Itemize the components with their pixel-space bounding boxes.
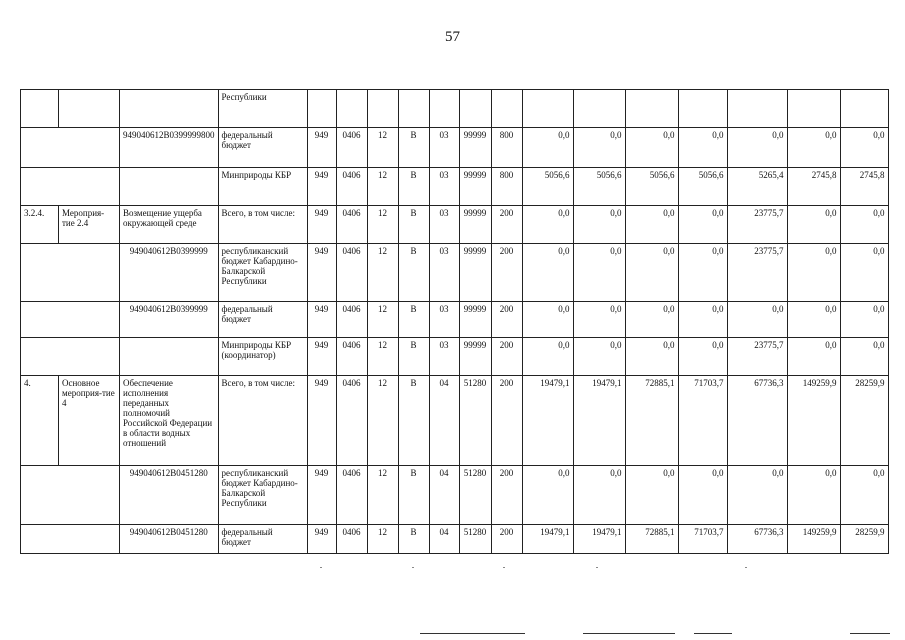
table-row [21, 90, 889, 128]
cell-v7: 0,0 [840, 244, 888, 302]
cell-cs1: В [398, 302, 429, 338]
cell-v5: 67736,3 [727, 376, 787, 466]
cell-v6: 2745,8 [787, 168, 840, 206]
table-row [21, 525, 889, 554]
cell-pr: 12 [367, 466, 398, 525]
cell-v5: 0,0 [727, 302, 787, 338]
cell-cs1: В [398, 206, 429, 244]
cell-grbs: 949 [307, 206, 336, 244]
cell-v1: 5056,6 [522, 168, 573, 206]
cell-num [21, 302, 120, 338]
cell-v7: 0,0 [840, 466, 888, 525]
cell-grbs: 949 [307, 168, 336, 206]
cell-vr: 200 [491, 244, 522, 302]
cell-v5: 5265,4 [727, 168, 787, 206]
cell-cs1: В [398, 168, 429, 206]
cell-v2: 0,0 [573, 302, 625, 338]
cell-num [21, 244, 120, 302]
scan-line [850, 633, 890, 634]
cell-rz: 0406 [336, 302, 367, 338]
cell-rz: 0406 [336, 376, 367, 466]
cell-num [21, 338, 120, 376]
cell-pr: 12 [367, 244, 398, 302]
cell-v3 [625, 90, 678, 128]
cell-v3: 0,0 [625, 244, 678, 302]
cell-v2: 0,0 [573, 466, 625, 525]
cell-v4: 0,0 [678, 466, 727, 525]
cell-cs3: 99999 [459, 338, 491, 376]
cell-grbs: 949 [307, 376, 336, 466]
cell-cs1: В [398, 128, 429, 168]
cell-grbs: 949 [307, 244, 336, 302]
cell-v3: 0,0 [625, 466, 678, 525]
cell-cs3: 99999 [459, 206, 491, 244]
cell-v6: 149259,9 [787, 525, 840, 554]
cell-pr: 12 [367, 302, 398, 338]
cell-vr [491, 90, 522, 128]
cell-cs3: 99999 [459, 302, 491, 338]
cell-v1: 0,0 [522, 466, 573, 525]
cell-cs2 [429, 90, 459, 128]
cell-source: Республики [218, 90, 307, 128]
cell-v6: 0,0 [787, 302, 840, 338]
cell-num [21, 466, 120, 525]
cell-cs1: В [398, 376, 429, 466]
cell-v7: 0,0 [840, 128, 888, 168]
table-row [21, 168, 889, 206]
cell-cs2: 03 [429, 338, 459, 376]
cell-rz: 0406 [336, 128, 367, 168]
cell-name: Основное мероприя-тие 4 [59, 376, 120, 466]
cell-pr: 12 [367, 206, 398, 244]
cell-code: 949040612B0399999800 [120, 128, 219, 168]
cell-rz: 0406 [336, 206, 367, 244]
table-row [21, 244, 889, 302]
cell-v1: 0,0 [522, 338, 573, 376]
table-row [21, 466, 889, 525]
scan-speck [412, 567, 414, 568]
cell-grbs: 949 [307, 302, 336, 338]
cell-v6: 0,0 [787, 206, 840, 244]
cell-v2: 19479,1 [573, 376, 625, 466]
table-row [21, 128, 889, 168]
cell-v4: 5056,6 [678, 168, 727, 206]
cell-code: 949040612B0399999 [120, 302, 219, 338]
cell-cs2: 04 [429, 466, 459, 525]
cell-source: республиканский бюджет Кабардино-Балкарской Республики [218, 244, 307, 302]
scan-speck [320, 567, 322, 568]
cell-v3: 0,0 [625, 338, 678, 376]
cell-v4 [678, 90, 727, 128]
cell-v7: 28259,9 [840, 376, 888, 466]
cell-v2: 5056,6 [573, 168, 625, 206]
cell-v4: 0,0 [678, 206, 727, 244]
cell-cs2: 03 [429, 206, 459, 244]
cell-v2: 0,0 [573, 338, 625, 376]
scan-line [420, 633, 525, 634]
cell-code: 949040612B0451280 [120, 466, 219, 525]
cell-v4: 0,0 [678, 302, 727, 338]
cell-rz: 0406 [336, 466, 367, 525]
cell-source: федеральный бюджет [218, 128, 307, 168]
cell-v4: 0,0 [678, 128, 727, 168]
cell-v1 [522, 90, 573, 128]
cell-v5: 67736,3 [727, 525, 787, 554]
cell-source: республиканский бюджет Кабардино-Балкарской Республики [218, 466, 307, 525]
cell-pr: 12 [367, 338, 398, 376]
scan-speck [596, 567, 598, 568]
cell-v1: 0,0 [522, 128, 573, 168]
cell-v3: 72885,1 [625, 376, 678, 466]
cell-cs3: 51280 [459, 376, 491, 466]
scan-speck [503, 567, 505, 568]
cell-v3: 72885,1 [625, 525, 678, 554]
cell-v1: 0,0 [522, 244, 573, 302]
cell-v7: 2745,8 [840, 168, 888, 206]
cell-vr: 800 [491, 128, 522, 168]
budget-table [20, 89, 889, 554]
cell-v4: 0,0 [678, 338, 727, 376]
cell-pr: 12 [367, 376, 398, 466]
cell-num [21, 525, 120, 554]
table-row [21, 206, 889, 244]
cell-v5 [727, 90, 787, 128]
cell-v7: 0,0 [840, 206, 888, 244]
cell-num [21, 128, 120, 168]
cell-vr: 200 [491, 206, 522, 244]
cell-v7: 0,0 [840, 302, 888, 338]
cell-source: Минприроды КБР (координатор) [218, 338, 307, 376]
cell-grbs: 949 [307, 338, 336, 376]
cell-num: 3.2.4. [21, 206, 59, 244]
cell-grbs: 949 [307, 466, 336, 525]
cell-v6: 0,0 [787, 244, 840, 302]
cell-v5: 23775,7 [727, 338, 787, 376]
cell-cs1: В [398, 466, 429, 525]
cell-v6: 0,0 [787, 466, 840, 525]
cell-num [21, 90, 59, 128]
cell-v6: 149259,9 [787, 376, 840, 466]
cell-cs3: 99999 [459, 244, 491, 302]
cell-vr: 200 [491, 376, 522, 466]
cell-v7: 0,0 [840, 338, 888, 376]
cell-v7: 28259,9 [840, 525, 888, 554]
table-row [21, 376, 889, 466]
cell-num [21, 168, 120, 206]
cell-rz: 0406 [336, 244, 367, 302]
cell-vr: 200 [491, 466, 522, 525]
cell-v3: 0,0 [625, 302, 678, 338]
cell-pr [367, 90, 398, 128]
cell-v7 [840, 90, 888, 128]
cell-v3: 0,0 [625, 206, 678, 244]
cell-vr: 200 [491, 525, 522, 554]
scan-line [694, 633, 732, 634]
cell-vr: 200 [491, 302, 522, 338]
cell-source: Всего, в том числе: [218, 376, 307, 466]
cell-v4: 71703,7 [678, 376, 727, 466]
cell-v5: 23775,7 [727, 244, 787, 302]
cell-grbs: 949 [307, 128, 336, 168]
cell-desc: Обеспечение исполнения переданных полномочий Российской Федерации в области водных отношений [120, 376, 219, 466]
cell-v1: 0,0 [522, 302, 573, 338]
cell-cs2: 03 [429, 128, 459, 168]
cell-v4: 71703,7 [678, 525, 727, 554]
cell-source: федеральный бюджет [218, 302, 307, 338]
cell-code: 949040612B0451280 [120, 525, 219, 554]
cell-rz [336, 90, 367, 128]
cell-v4: 0,0 [678, 244, 727, 302]
cell-cs3: 99999 [459, 128, 491, 168]
cell-v3: 0,0 [625, 128, 678, 168]
cell-cs3: 99999 [459, 168, 491, 206]
cell-code [120, 338, 219, 376]
cell-cs1: В [398, 338, 429, 376]
page-number: 57 [445, 29, 460, 45]
cell-pr: 12 [367, 168, 398, 206]
cell-cs2: 04 [429, 376, 459, 466]
cell-v5: 0,0 [727, 128, 787, 168]
cell-source: Всего, в том числе: [218, 206, 307, 244]
cell-v3: 5056,6 [625, 168, 678, 206]
cell-v5: 23775,7 [727, 206, 787, 244]
cell-source: Минприроды КБР [218, 168, 307, 206]
cell-cs2: 03 [429, 168, 459, 206]
cell-cs2: 04 [429, 525, 459, 554]
cell-v1: 19479,1 [522, 525, 573, 554]
cell-vr: 200 [491, 338, 522, 376]
cell-v2 [573, 90, 625, 128]
cell-cs1: В [398, 244, 429, 302]
cell-v6 [787, 90, 840, 128]
cell-code [120, 90, 219, 128]
cell-cs1 [398, 90, 429, 128]
cell-source: федеральный бюджет [218, 525, 307, 554]
cell-v6: 0,0 [787, 128, 840, 168]
cell-code [120, 168, 219, 206]
cell-cs3 [459, 90, 491, 128]
cell-cs3: 51280 [459, 525, 491, 554]
cell-num: 4. [21, 376, 59, 466]
cell-code: 949040612B0399999 [120, 244, 219, 302]
cell-rz: 0406 [336, 525, 367, 554]
cell-v2: 0,0 [573, 128, 625, 168]
table-row [21, 302, 889, 338]
cell-name [59, 90, 120, 128]
cell-cs2: 03 [429, 302, 459, 338]
cell-rz: 0406 [336, 168, 367, 206]
cell-v1: 0,0 [522, 206, 573, 244]
cell-cs3: 51280 [459, 466, 491, 525]
cell-cs1: В [398, 525, 429, 554]
cell-grbs: 949 [307, 525, 336, 554]
cell-v6: 0,0 [787, 338, 840, 376]
scan-line [583, 633, 675, 634]
cell-grbs [307, 90, 336, 128]
cell-name: Мероприя-тие 2.4 [59, 206, 120, 244]
cell-v2: 0,0 [573, 244, 625, 302]
cell-desc: Возмещение ущерба окружающей среде [120, 206, 219, 244]
cell-v5: 0,0 [727, 466, 787, 525]
scan-speck [745, 567, 747, 568]
cell-rz: 0406 [336, 338, 367, 376]
cell-v1: 19479,1 [522, 376, 573, 466]
cell-pr: 12 [367, 525, 398, 554]
cell-pr: 12 [367, 128, 398, 168]
cell-v2: 19479,1 [573, 525, 625, 554]
table-row [21, 338, 889, 376]
cell-cs2: 03 [429, 244, 459, 302]
cell-v2: 0,0 [573, 206, 625, 244]
cell-vr: 800 [491, 168, 522, 206]
